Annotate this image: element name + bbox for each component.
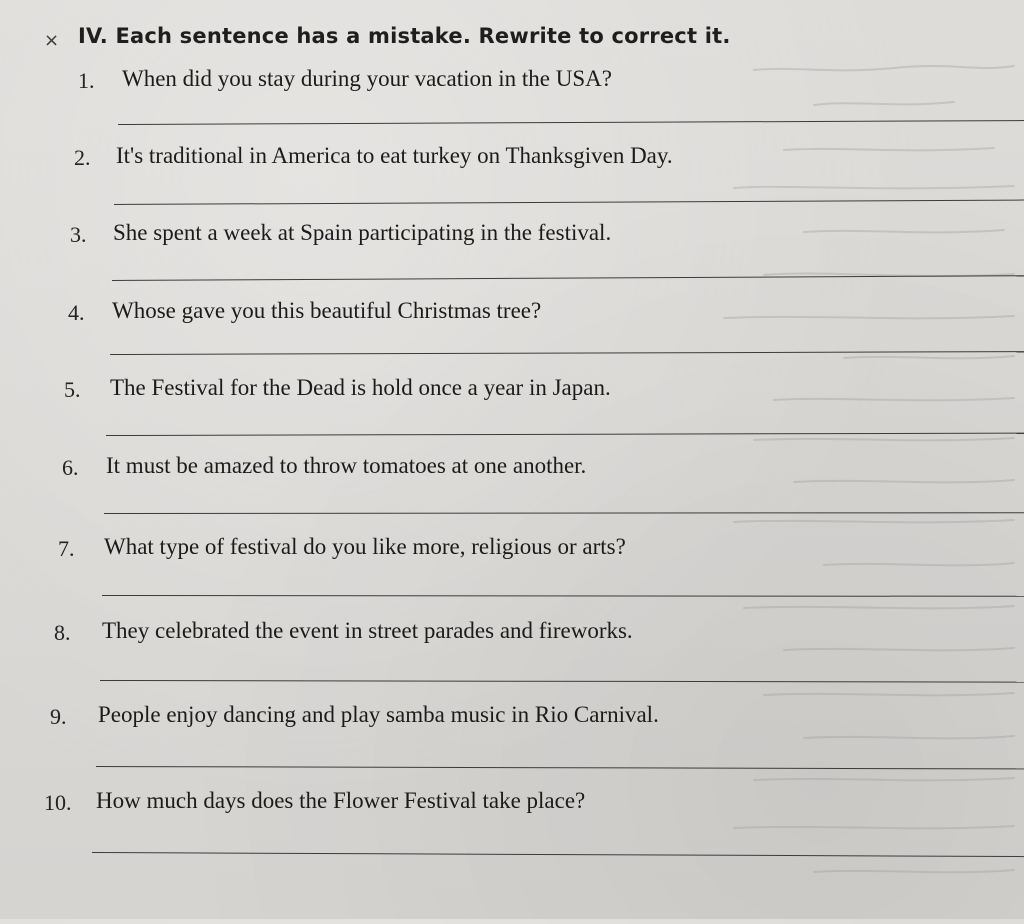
item-number: 6. [62,455,79,480]
answer-line[interactable] [118,120,1024,125]
answer-line[interactable] [112,275,1024,281]
item-number: 4. [68,300,85,325]
item-number: 2. [74,145,91,170]
exercise-item-10 [0,786,1024,866]
exercise-item-3 [0,218,1024,298]
exercise-item-2 [0,141,1024,221]
answer-line[interactable] [92,852,1024,857]
answer-line[interactable] [100,680,1024,683]
item-sentence: She spent a week at Spain participating in the festival. [113,220,612,245]
margin-mark: × [44,30,60,51]
item-number: 1. [78,68,95,93]
item-sentence: Whose gave you this beautiful Christmas tree? [112,298,542,323]
item-sentence: It's traditional in America to eat turkey on Thanksgiven Day. [116,143,673,168]
item-number: 10. [44,790,72,815]
item-sentence: People enjoy dancing and play samba music in Rio Carnival. [98,702,659,727]
answer-line[interactable] [114,200,1024,205]
answer-line[interactable] [106,433,1024,436]
item-number: 3. [70,222,87,247]
answer-line[interactable] [102,595,1024,597]
exercise-item-4 [0,296,1024,376]
item-number: 8. [54,620,71,645]
item-sentence: When did you stay during your vacation in the USA? [122,66,612,91]
answer-line[interactable] [110,351,1024,355]
exercise-item-8 [0,616,1024,696]
item-number: 9. [50,704,67,729]
exercise-item-1 [0,64,1024,144]
item-sentence: The Festival for the Dead is hold once a year in Japan. [110,375,611,400]
exercise-item-5 [0,373,1024,453]
exercise-item-7 [0,532,1024,612]
answer-line[interactable] [104,512,1024,514]
item-sentence: They celebrated the event in street parades and fireworks. [102,618,633,643]
item-sentence: It must be amazed to throw tomatoes at one another. [106,453,587,478]
item-number: 7. [58,536,75,561]
answer-line[interactable] [96,766,1024,769]
exercise-item-6 [0,451,1024,531]
item-sentence: How much days does the Flower Festival take place? [96,788,586,813]
item-number: 5. [64,377,81,402]
exercise-item-9 [0,700,1024,780]
section-heading: IV. Each sentence has a mistake. Rewrite to correct it. [78,24,731,48]
item-sentence: What type of festival do you like more, religious or arts? [104,534,626,559]
